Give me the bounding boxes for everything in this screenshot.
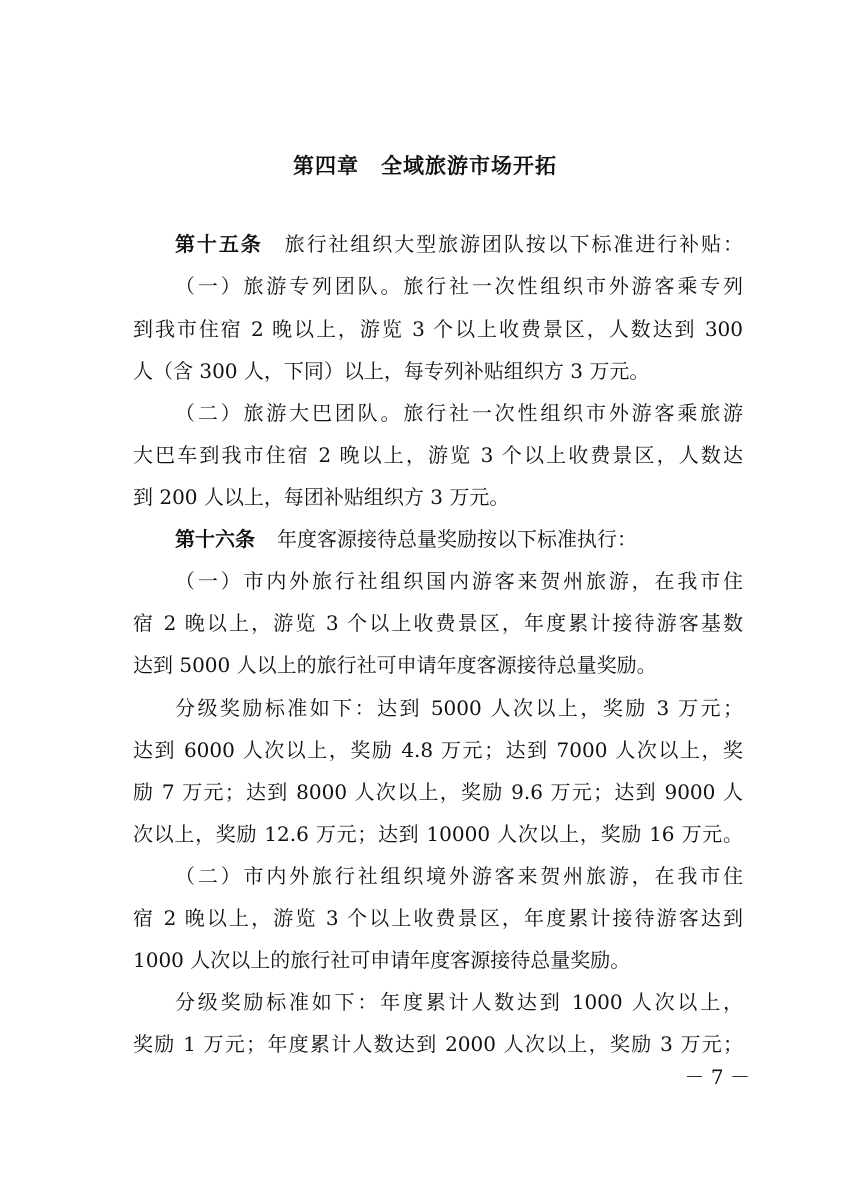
article-16-heading: 年度客源接待总量奖励按以下标准执行： <box>277 527 637 551</box>
article-16-tiers1-line: 励 7 万元；达到 8000 人次以上，奖励 9.6 万元；达到 9000 人 <box>133 780 743 804</box>
article-16-item2-line: 1000 人次以上的旅行社可申请年度客源接待总量奖励。 <box>133 948 631 972</box>
article-16-item1-line: 宿 2 晚以上，游览 3 个以上收费景区，年度累计接待游客基数 <box>133 611 743 635</box>
article-15-heading: 旅行社组织大型旅游团队按以下标准进行补贴： <box>284 232 744 256</box>
article-16-tiers1-line: 达到 6000 人次以上，奖励 4.8 万元；达到 7000 人次以上，奖 <box>133 738 743 762</box>
article-15-item1-line: 到我市住宿 2 晚以上，游览 3 个以上收费景区，人数达到 300 <box>133 317 743 341</box>
article-16-label: 第十六条 <box>175 527 255 551</box>
article-15-item1-line: （一）旅游专列团队。旅行社一次性组织市外游客乘专列 <box>175 274 743 298</box>
article-16-item1-line: 达到 5000 人以上的旅行社可申请年度客源接待总量奖励。 <box>133 653 657 677</box>
article-16-item2-line: （二）市内外旅行社组织境外游客来贺州旅游，在我市住 <box>175 864 743 888</box>
article-16-tiers1-line: 分级奖励标准如下：达到 5000 人次以上，奖励 3 万元； <box>175 696 743 720</box>
article-16-tiers2-line: 分级奖励标准如下：年度累计人数达到 1000 人次以上， <box>175 990 743 1014</box>
article-16-item2-line: 宿 2 晚以上，游览 3 个以上收费景区，年度累计接待游客达到 <box>133 906 743 930</box>
article-16-tiers2-line: 奖励 1 万元；年度累计人数达到 2000 人次以上，奖励 3 万元； <box>133 1032 743 1056</box>
article-15-item2-line: 到 200 人以上，每团补贴组织方 3 万元。 <box>133 485 510 509</box>
chapter-title: 第四章 全域旅游市场开拓 <box>293 154 557 178</box>
article-15-heading-line <box>175 224 743 264</box>
article-16-heading-line <box>175 519 743 559</box>
article-16-tiers1-line: 次以上，奖励 12.6 万元；达到 10000 人次以上，奖励 16 万元。 <box>133 822 743 846</box>
article-15-item2-line: （二）旅游大巴团队。旅行社一次性组织市外游客乘旅游 <box>175 401 743 425</box>
article-15-label: 第十五条 <box>175 232 263 256</box>
page-number: － 7 － <box>684 1065 750 1089</box>
article-16-item1-line: （一）市内外旅行社组织国内游客来贺州旅游，在我市住 <box>175 569 743 593</box>
article-15-item1-line: 人（含 300 人，下同）以上，每专列补贴组织方 3 万元。 <box>133 359 650 383</box>
article-15-item2-line: 大巴车到我市住宿 2 晚以上，游览 3 个以上收费景区，人数达 <box>133 443 743 467</box>
